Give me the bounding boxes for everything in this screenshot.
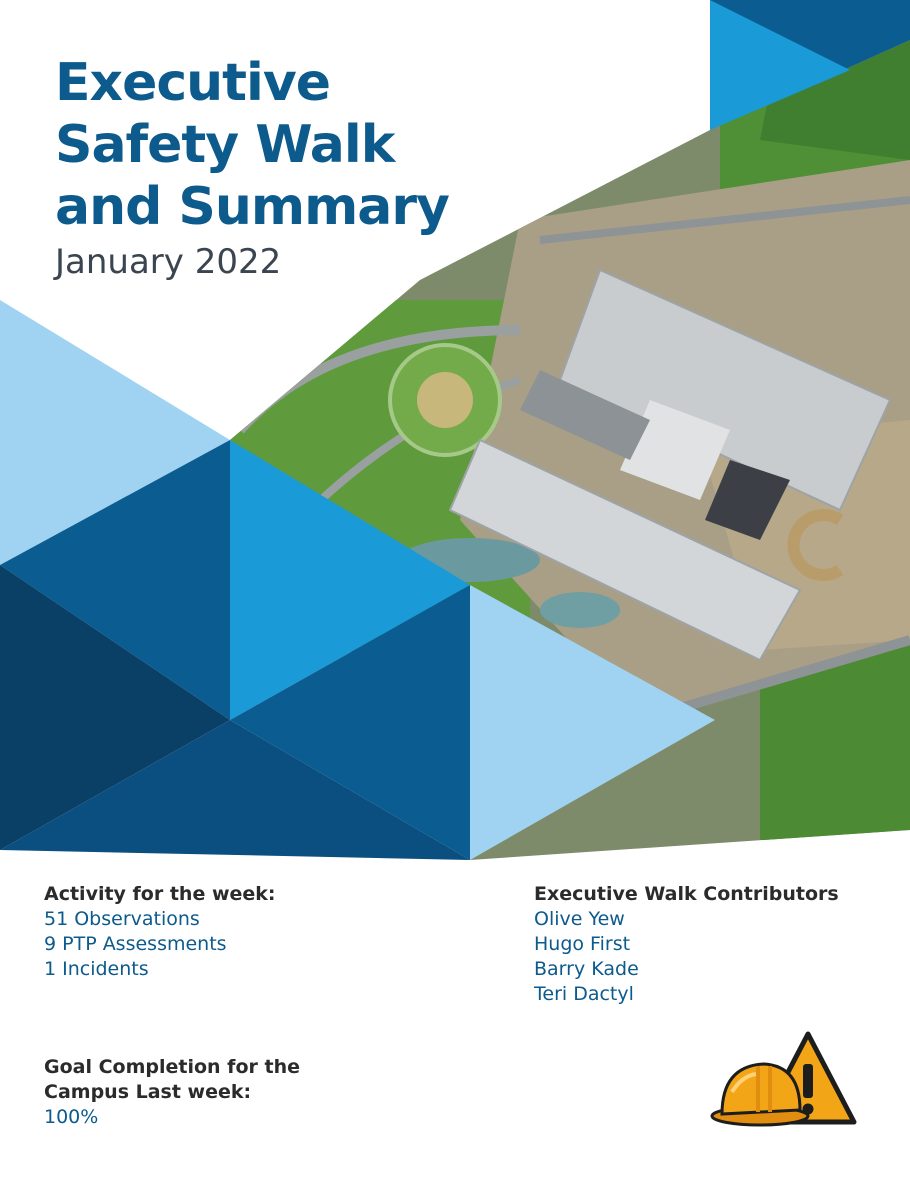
goal-section — [44, 1055, 344, 1130]
contributor-name: Hugo First — [534, 933, 631, 955]
activity-item: 9 PTP Assessments — [44, 933, 227, 955]
activity-item: 1 Incidents — [44, 958, 149, 980]
contributor-name: Barry Kade — [534, 958, 639, 980]
title-line-1: Executive — [55, 53, 331, 113]
contributor-name: Teri Dactyl — [534, 983, 634, 1005]
goal-value: 100% — [44, 1106, 99, 1128]
contributors-heading: Executive Walk Contributors — [534, 883, 839, 905]
contributor-name: Olive Yew — [534, 908, 625, 930]
activity-heading: Activity for the week: — [44, 883, 276, 905]
activity-section — [44, 882, 276, 982]
report-date: January 2022 — [55, 242, 282, 282]
contributors-section — [534, 882, 839, 1007]
page-title — [55, 52, 449, 238]
title-line-2: Safety Walk — [55, 115, 395, 175]
safety-illustration — [708, 1030, 858, 1130]
goal-heading: Goal Completion for the Campus Last week: — [44, 1056, 300, 1103]
activity-item: 51 Observations — [44, 908, 200, 930]
title-line-3: and Summary — [55, 177, 449, 237]
